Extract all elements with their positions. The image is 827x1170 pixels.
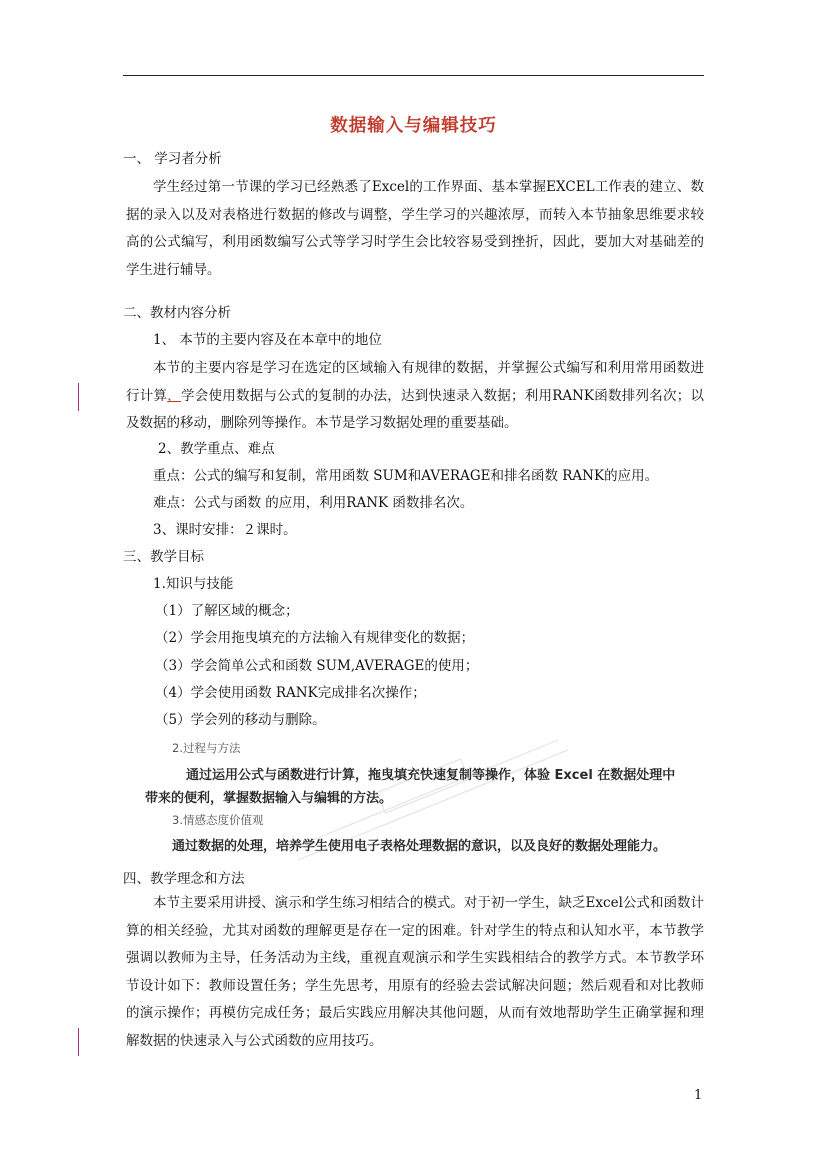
section-2-3-schedule: 3、课时安排：２课时。 xyxy=(153,522,297,538)
section-3-1-heading: 1.知识与技能 xyxy=(153,576,234,592)
objective-item: （1）了解区域的概念； xyxy=(155,603,299,619)
section-1-heading: 一、 学习者分析 xyxy=(123,151,222,167)
revision-bar xyxy=(78,1028,79,1056)
attitude-values-line: 通过数据的处理，培养学生使用电子表格处理数据的意识，以及良好的数据处理能力。 xyxy=(172,839,667,854)
section-2-1-text-b: 学会使用数据与公式的复制的办法，达到快速录入数据；利用RANK函数排列名次；以及数据的移动，删除列等操作。本节是学习数据处理的重要基础。 xyxy=(126,387,705,432)
objective-item: （4）学会使用函数 RANK完成排名次操作； xyxy=(155,685,426,701)
section-2-2-heading: 2、教学重点、难点 xyxy=(158,441,275,457)
section-2-1-heading: 1、 本节的主要内容及在本章中的地位 xyxy=(153,332,382,348)
section-2-2-key: 重点：公式的编写和复制，常用函数 SUM和AVERAGE和排名函数 RANK的应用。 xyxy=(153,468,659,484)
section-2-1-text-a: 本节的主要内容是学习在选定的区域输入有规律的数据，并掌握公式编写和利用常用函数进行计算 xyxy=(126,360,704,404)
section-3-heading: 三、教学目标 xyxy=(123,549,204,565)
process-method-line-1: 通过运用公式与函数进行计算，拖曳填充快速复制等操作，体验 Excel 在数据处理中 xyxy=(186,768,676,783)
attitude-values-heading: 3.情感态度价值观 xyxy=(172,813,264,827)
process-method-heading: 2.过程与方法 xyxy=(172,741,241,755)
section-4-heading: 四、教学理念和方法 xyxy=(123,871,245,887)
section-2-1-paragraph xyxy=(126,355,704,438)
process-method-line-2: 带来的便利，掌握数据输入与编辑的方法。 xyxy=(145,791,393,806)
section-2-2-difficulty: 难点：公式与函数 的应用，利用RANK 函数排名次。 xyxy=(153,495,474,511)
document-title: 数据输入与编辑技巧 xyxy=(330,116,497,136)
section-1-paragraph: 学生经过第一节课的学习已经熟悉了Excel的工作界面、基本掌握EXCEL工作表的建立、数据的录入以及对表格进行数据的修改与调整，学生学习的兴趣浓厚，而转入本节抽象思维要求较高的公式编写，利用函数编写公式等学习时学生会比较容易受到挫折，因此，要加大对基础差的学生进行辅导。 xyxy=(126,179,704,278)
page-number: 1 xyxy=(694,1088,703,1103)
objective-item: （5）学会列的移动与删除。 xyxy=(155,712,326,728)
section-2-heading: 二、教材内容分析 xyxy=(123,305,231,321)
objective-item: （3）学会简单公式和函数 SUM,AVERAGE的使用； xyxy=(155,658,479,674)
revision-bar xyxy=(78,383,79,411)
objective-item: （2）学会用拖曳填充的方法输入有规律变化的数据； xyxy=(155,630,475,646)
section-4-paragraph: 本节主要采用讲授、演示和学生练习相结合的模式。对于初一学生，缺乏Excel公式和函数计算的相关经验，尤其对函数的理解更是存在一定的困难。针对学生的特点和认知水平，本节教学强调以教师为主导，任务活动为主线，重视直观演示和学生实践相结合的教学方式。本节教学环节设计如下：教师设置任务；学生先思考，用原有的经验去尝试解决问题；然后观看和对比教师的演示操作；再模仿完成任务；最后实践应用解决其他问题，从而有效地帮助学生正确掌握和理解数据的快速录入与公式函数的应用技巧。 xyxy=(126,895,704,1049)
revision-mark: ， xyxy=(167,387,181,404)
header-rule xyxy=(123,75,704,76)
